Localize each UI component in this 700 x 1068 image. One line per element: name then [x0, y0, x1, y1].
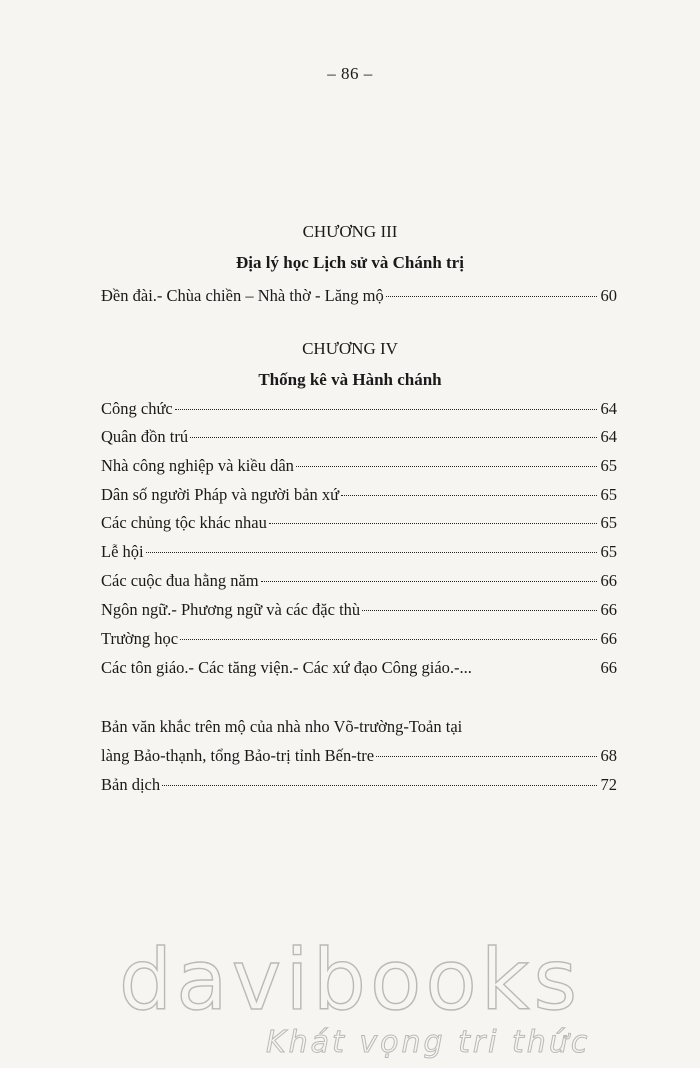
toc-entry-text: Dân số người Pháp và người bản xứ — [101, 485, 340, 504]
toc-entry-page: 65 — [600, 485, 617, 504]
toc-entry — [101, 286, 617, 306]
toc-entry-page: 65 — [600, 542, 617, 561]
toc-entry — [101, 399, 617, 419]
dot-leader — [269, 523, 597, 524]
toc-entry — [101, 746, 617, 766]
toc-entry-text: Lễ hội — [101, 542, 144, 561]
inscription-text-line-2: làng Bảo-thạnh, tổng Bảo-trị tỉnh Bến-tre — [101, 746, 375, 765]
dot-leader — [146, 552, 597, 553]
toc-entry-text: Ngôn ngữ.- Phương ngữ và các đặc thù — [101, 600, 361, 619]
toc-entry-text: Nhà công nghiệp và kiều dân — [101, 456, 294, 475]
dot-leader — [162, 785, 596, 786]
chapter-3-title: Địa lý học Lịch sử và Chánh trị — [236, 253, 464, 272]
dot-leader — [175, 409, 597, 410]
toc-entry — [101, 600, 617, 620]
toc-entry-text: Các cuộc đua hằng năm — [101, 571, 259, 590]
toc-entry — [101, 542, 617, 562]
dot-leader — [190, 437, 596, 438]
toc-entry-page: 66 — [600, 571, 617, 590]
toc-entry-page: 68 — [600, 746, 617, 765]
toc-entry-text: Các chủng tộc khác nhau — [101, 513, 267, 532]
chapter-3-heading: CHƯƠNG III — [302, 222, 398, 241]
toc-entry-page: 64 — [600, 427, 617, 446]
toc-entry-page: 64 — [600, 399, 617, 418]
toc-entry-text: Quân đồn trú — [101, 427, 189, 446]
toc-entry-text: Công chức — [101, 399, 173, 418]
toc-entry-page: 65 — [600, 513, 617, 532]
dot-leader — [261, 581, 597, 582]
chapter-4-heading: CHƯƠNG IV — [302, 339, 398, 358]
watermark-tagline: Khát vọng tri thức — [266, 1025, 591, 1060]
watermark — [0, 931, 700, 1060]
watermark-logo: davibooks — [118, 931, 582, 1029]
toc-entry — [101, 571, 617, 591]
toc-entry-page: 66 — [600, 629, 617, 648]
dot-leader — [296, 466, 597, 467]
dot-leader — [386, 296, 597, 297]
chapter-4-title: Thống kê và Hành chánh — [258, 370, 442, 389]
dot-leader — [376, 756, 596, 757]
toc-entry-page: 66 — [600, 658, 617, 677]
toc-entry-text: Trường học — [101, 629, 179, 648]
toc-entry — [101, 513, 617, 533]
inscription-text-line-1: Bản văn khắc trên mộ của nhà nho Võ-trường-Toản tại — [101, 717, 463, 736]
toc-entry-text: Các tôn giáo.- Các tăng viện.- Các xứ đạo Công giáo.-... — [101, 658, 472, 677]
toc-entry — [101, 485, 617, 505]
page-number: – 86 – — [327, 64, 373, 83]
toc-entry — [101, 456, 617, 476]
toc-entry — [101, 658, 617, 678]
dot-leader — [341, 495, 596, 496]
toc-entry-page: 65 — [600, 456, 617, 475]
toc-entry-text: Đền đài.- Chùa chiền – Nhà thờ - Lăng mộ — [101, 286, 384, 305]
toc-entry-page: 72 — [600, 775, 617, 794]
toc-entry-page: 66 — [600, 600, 617, 619]
dot-leader — [362, 610, 596, 611]
toc-entry-page: 60 — [600, 286, 617, 305]
toc-entry — [101, 629, 617, 649]
translation-text: Bản dịch — [101, 775, 161, 794]
dot-leader — [180, 639, 596, 640]
toc-entry — [101, 775, 617, 795]
toc-entry — [101, 427, 617, 447]
